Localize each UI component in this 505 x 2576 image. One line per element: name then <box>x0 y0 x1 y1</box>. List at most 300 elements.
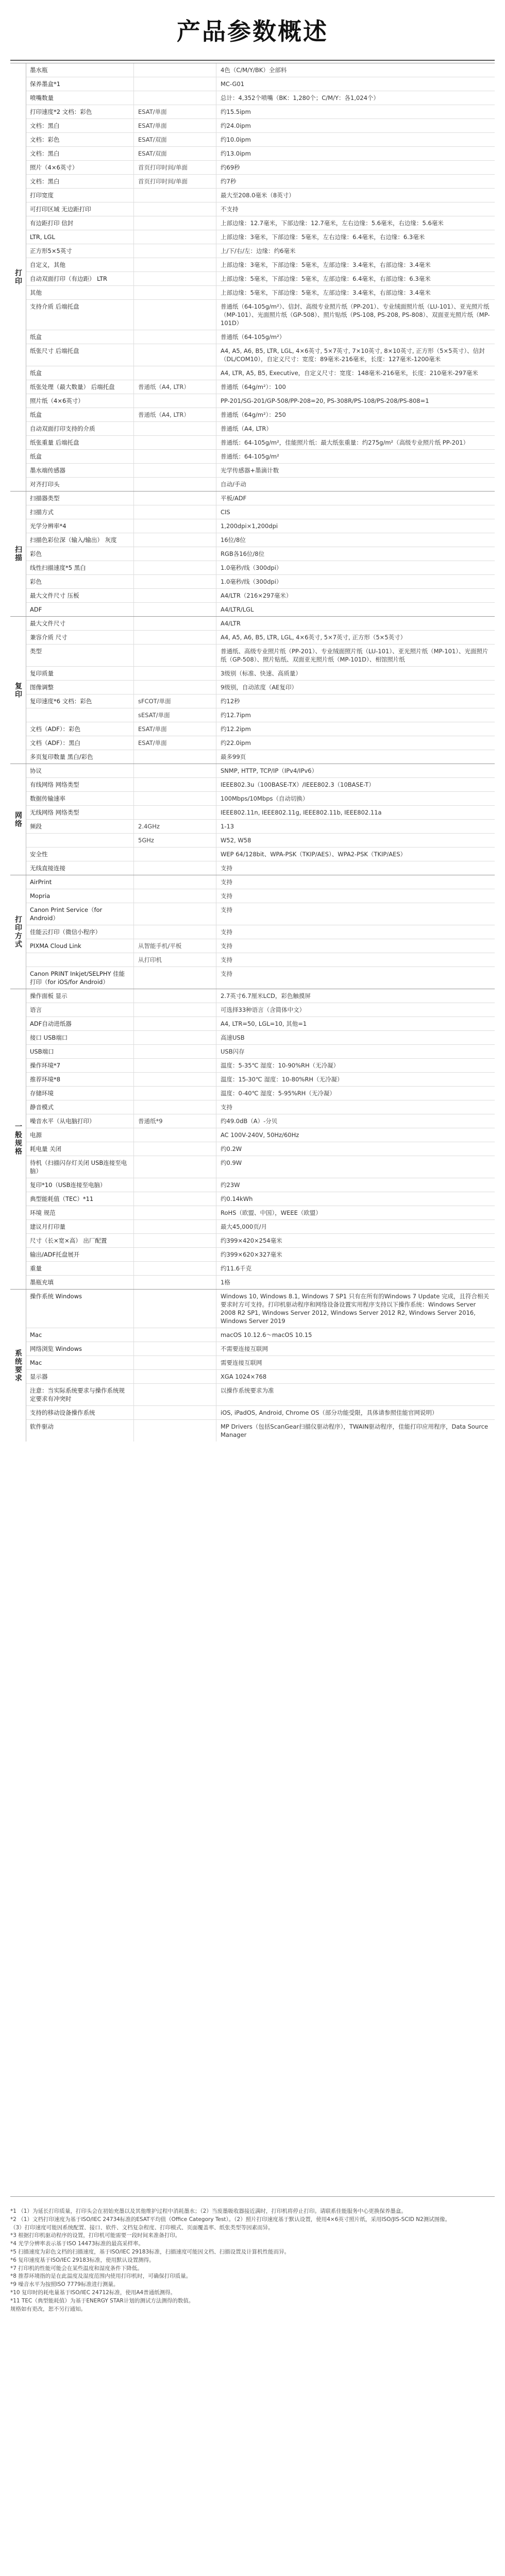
spec-subitem <box>134 519 216 533</box>
spec-row <box>26 449 495 463</box>
footnote: *10 复印时的耗电量基于ISO/IEC 24712标准，使用A4普通纸测得。 <box>10 2289 176 2296</box>
spec-row <box>26 588 495 602</box>
spec-value: IEEE802.11n, IEEE802.11g, IEEE802.11b, IEEE802.11a <box>221 809 382 816</box>
spec-row <box>26 1003 495 1016</box>
spec-value: 4色（C/M/Y/BK）全部料 <box>221 66 287 74</box>
spec-value: 支持 <box>221 1104 232 1111</box>
spec-item: AirPrint <box>26 875 134 889</box>
spec-item: 文档：彩色 <box>26 133 134 146</box>
spec-row <box>26 736 495 750</box>
spec-value: 上部边缘：3毫米，下部边缘：5毫米，左部边缘：3.4毫米，右部边缘：3.4毫米 <box>221 261 431 268</box>
footnote: *3 根据打印机驱动程序的设置，打印机可能需要一段时间来准备打印。 <box>10 2232 181 2239</box>
spec-value: 上部边缘：3毫米，下部边缘：5毫米，左右边缘：6.4毫米，右边缘：6.3毫米 <box>221 233 425 241</box>
spec-subitem <box>134 330 216 344</box>
spec-value: RoHS（欧盟、中国），WEEE（欧盟） <box>221 1209 322 1216</box>
spec-subitem <box>134 1384 216 1405</box>
spec-item: 文档：黑白 <box>26 147 134 160</box>
spec-subitem: sFCOT/单面 <box>134 694 216 708</box>
spec-row <box>26 105 495 118</box>
spec-row <box>26 519 495 533</box>
spec-item: 光学分辨率*4 <box>26 519 134 533</box>
spec-value: SNMP, HTTP, TCP/IP（IPv4/IPv6） <box>221 767 318 774</box>
spec-section <box>10 616 495 764</box>
spec-row <box>26 146 495 160</box>
spec-subitem <box>134 778 216 791</box>
spec-row <box>26 216 495 230</box>
spec-subitem <box>134 989 216 1003</box>
spec-subitem: 2.4GHz <box>134 820 216 833</box>
spec-value: 普通纸、高级专业照片纸（PP-201）、专业绒面照片纸（LU-101）、亚光照片纸（MP-101）、光面照片纸（GP-508）、照片贴纸、双面亚光照片纸（MP-101D）、相馆照片纸 <box>221 648 489 663</box>
spec-value: 2.7英寸6.7厘米LCD，彩色触摸屏 <box>221 992 311 999</box>
spec-subitem <box>134 1406 216 1419</box>
spec-value: 支持 <box>221 865 232 872</box>
spec-item: Mac <box>26 1356 134 1369</box>
section-label: 系统要求 <box>10 1290 26 1442</box>
spec-value: 普通纸：64-105g/m²，佳能照片纸：最大纸张重量：约275g/m²（高级专业照片纸 PP-201） <box>221 439 469 446</box>
spec-row <box>26 394 495 408</box>
spec-subitem <box>134 750 216 764</box>
spec-value: 支持 <box>221 970 232 977</box>
spec-row <box>26 1419 495 1442</box>
spec-value: 约12.7ipm <box>221 711 251 719</box>
spec-value: 支持 <box>221 878 232 886</box>
spec-item: 正方形5×5英寸 <box>26 244 134 258</box>
spec-subitem <box>134 1248 216 1261</box>
spec-item: 文档（ADF）：彩色 <box>26 722 134 736</box>
spec-subitem <box>134 91 216 105</box>
spec-value: USB闪存 <box>221 1048 245 1055</box>
spec-row <box>26 132 495 146</box>
spec-item: 环境 规范 <box>26 1206 134 1219</box>
spec-subitem <box>134 505 216 519</box>
spec-row <box>26 617 495 630</box>
spec-value: 上部边缘：12.7毫米，下部边缘：12.7毫米，左右边缘：5.6毫米，右边缘：5.6毫米 <box>221 219 444 227</box>
spec-value: 最大45,000页/月 <box>221 1223 267 1230</box>
spec-subitem <box>134 925 216 939</box>
spec-value: 约13.0ipm <box>221 150 251 157</box>
spec-subitem <box>134 344 216 366</box>
spec-row <box>26 330 495 344</box>
spec-row <box>26 258 495 272</box>
spec-value: A4, A5, A6, B5, LTR, LGL, 4×6英寸, 5×7英寸, 7×10英寸, 8×10英寸, 正方形（5×5英寸）、信封（DL/COM10），自定义尺寸：宽度：89毫米-216毫米，长度：127毫米-1200毫米 <box>221 347 485 363</box>
spec-row <box>26 1192 495 1206</box>
spec-item: 操作环境*7 <box>26 1059 134 1072</box>
spec-row <box>26 1128 495 1142</box>
spec-subitem: ESAT/双面 <box>134 147 216 160</box>
spec-subitem: sESAT/单面 <box>134 708 216 722</box>
spec-subitem <box>134 1128 216 1142</box>
spec-subitem <box>134 1073 216 1086</box>
spec-value: 温度：5-35℃ 湿度：10-90%RH（无冷凝） <box>221 1062 340 1069</box>
footnote: *4 光学分辨率表示基于ISO 14473标准的最高采样率。 <box>10 2241 144 2247</box>
spec-value: 100Mbps/10Mbps（自动切换） <box>221 795 309 802</box>
spec-value: XGA 1024×768 <box>221 1373 267 1380</box>
spec-item: 输出/ADF托盘展开 <box>26 1248 134 1261</box>
spec-subitem <box>134 645 216 666</box>
spec-value: 以操作系统要求为准 <box>221 1387 274 1394</box>
spec-subitem <box>134 903 216 925</box>
spec-section <box>10 63 495 491</box>
spec-value: 1格 <box>221 1279 230 1286</box>
spec-item: 语言 <box>26 1003 134 1016</box>
spec-value: 16位/8位 <box>221 536 246 544</box>
spec-subitem <box>134 230 216 244</box>
spec-subitem <box>134 202 216 216</box>
spec-row <box>26 1405 495 1419</box>
spec-subitem <box>134 1031 216 1044</box>
spec-item: 建议月打印量 <box>26 1220 134 1233</box>
spec-item: 扫描器类型 <box>26 492 134 505</box>
spec-item: 对齐打印头 <box>26 478 134 491</box>
spec-subitem <box>134 1017 216 1030</box>
spec-value: 约22.0ipm <box>221 739 251 747</box>
spec-item: 类型 <box>26 645 134 666</box>
spec-subitem <box>134 492 216 505</box>
spec-item: 协议 <box>26 764 134 777</box>
spec-row <box>26 408 495 421</box>
spec-subitem <box>134 1142 216 1156</box>
spec-item: Mac <box>26 1328 134 1342</box>
spec-item: 支持的移动设备操作系统 <box>26 1406 134 1419</box>
spec-subitem <box>134 848 216 861</box>
spec-value: 约0.2W <box>221 1145 242 1153</box>
spec-item: 软件驱动 <box>26 1420 134 1442</box>
spec-subitem <box>134 1206 216 1219</box>
spec-row <box>26 1290 495 1328</box>
spec-subitem <box>134 464 216 477</box>
spec-row <box>26 1355 495 1369</box>
spec-item: 打印宽度 <box>26 189 134 202</box>
spec-value: 普通纸（64g/m²）：250 <box>221 411 286 418</box>
spec-subitem <box>134 1192 216 1206</box>
spec-subitem <box>134 366 216 380</box>
spec-value: 高速USB <box>221 1034 245 1041</box>
spec-section <box>10 875 495 989</box>
spec-row <box>26 188 495 202</box>
spec-subitem: ESAT/单面 <box>134 736 216 750</box>
spec-subitem: 从智能手机/平板 <box>134 939 216 953</box>
spec-item: 文档：黑白 <box>26 119 134 132</box>
spec-subitem <box>134 1276 216 1289</box>
spec-item: 自动双面打印（有边距） LTR <box>26 272 134 285</box>
spec-subitem <box>134 889 216 903</box>
spec-row <box>26 805 495 819</box>
spec-subitem <box>134 603 216 616</box>
spec-row <box>26 160 495 174</box>
spec-row <box>26 533 495 547</box>
spec-item: PIXMA Cloud Link <box>26 939 134 953</box>
spec-subitem <box>134 300 216 330</box>
spec-value: MC-G01 <box>221 80 245 88</box>
spec-item: 有线网络 网络类型 <box>26 778 134 791</box>
spec-item: 最大文件尺寸 压板 <box>26 589 134 602</box>
spec-item: 复印*10（USB连接至电脑） <box>26 1178 134 1192</box>
footnote: *7 打印机的性能可能会在某些温度和湿度条件下降低。 <box>10 2265 143 2272</box>
spec-item: 墨瓶充填 <box>26 1276 134 1289</box>
spec-row <box>26 1156 495 1178</box>
footnote: *1 （1）为延长打印质量，打印头会在初始充墨以及其他维护过程中消耗墨水；（2）当废墨吸收器接近满时，打印机将停止打印。请联系佳能服务中心更换保养墨盒。 <box>10 2208 407 2214</box>
spec-row <box>26 505 495 519</box>
spec-value: 普通纸（64g/m²）：100 <box>221 383 286 391</box>
spec-value: 约15.5ipm <box>221 108 251 115</box>
spec-subitem: 普通纸*9 <box>134 1114 216 1128</box>
spec-row <box>26 847 495 861</box>
spec-subitem <box>134 1059 216 1072</box>
spec-subitem <box>134 1356 216 1369</box>
spec-value: 约0.9W <box>221 1159 242 1166</box>
spec-item: 自动双面打印支持的介质 <box>26 422 134 435</box>
footnote: *8 推荐环境指的是在此温度及湿度范围内使用打印机时，可确保打印质量。 <box>10 2273 192 2280</box>
spec-row <box>26 989 495 1003</box>
spec-item: 墨水端传感器 <box>26 464 134 477</box>
spec-subitem <box>134 806 216 819</box>
spec-subitem: ESAT/单面 <box>134 722 216 736</box>
spec-value: macOS 10.12.6～macOS 10.15 <box>221 1331 312 1338</box>
spec-row <box>26 967 495 989</box>
spec-subitem <box>134 1234 216 1247</box>
spec-item: 喷嘴数量 <box>26 91 134 105</box>
spec-subitem: 从打印机 <box>134 953 216 967</box>
section-label: 复印 <box>10 617 26 764</box>
spec-subitem <box>134 189 216 202</box>
spec-row <box>26 875 495 889</box>
spec-item: 可打印区域 无边距打印 <box>26 202 134 216</box>
spec-row <box>26 230 495 244</box>
spec-item: 显示器 <box>26 1370 134 1383</box>
spec-item: 有边距打印 信封 <box>26 216 134 230</box>
spec-row <box>26 777 495 791</box>
spec-row <box>26 547 495 561</box>
spec-item: 静音模式 <box>26 1100 134 1114</box>
spec-value: 最多99页 <box>221 753 246 760</box>
spec-subitem <box>134 272 216 285</box>
spec-row <box>26 953 495 967</box>
spec-value: iOS, iPadOS, Android, Chrome OS（部分功能受限，具体请参照佳能官网说明） <box>221 1409 438 1416</box>
spec-subitem <box>134 533 216 547</box>
spec-value: 平板/ADF <box>221 495 247 502</box>
spec-section <box>10 764 495 875</box>
spec-subitem <box>134 63 216 77</box>
spec-item: 电源 <box>26 1128 134 1142</box>
spec-row <box>26 708 495 722</box>
spec-row <box>26 1369 495 1383</box>
spec-value: 约49.0dB（A）-分贝 <box>221 1117 278 1125</box>
spec-row <box>26 644 495 666</box>
spec-subitem <box>134 77 216 91</box>
spec-row <box>26 421 495 435</box>
spec-item: USB端口 <box>26 1045 134 1058</box>
spec-row <box>26 925 495 939</box>
spec-item: 其他 <box>26 286 134 299</box>
spec-subitem <box>134 1342 216 1355</box>
section-label: 一般规格 <box>10 989 26 1289</box>
spec-row <box>26 272 495 285</box>
footnote: *11 TEC（典型能耗值）为基于ENERGY STAR计划的测试方法测得的数值。 <box>10 2297 194 2304</box>
spec-value: A4, LTR=50, LGL=10, 其他=1 <box>221 1020 307 1027</box>
spec-value: 支持 <box>221 892 232 900</box>
spec-value: 上/下/右/左：边缘：约6毫米 <box>221 247 296 255</box>
spec-row <box>26 791 495 805</box>
spec-item: 扫描方式 <box>26 505 134 519</box>
spec-value: MP Drivers（包括ScanGear扫描仪驱动程序），TWAIN驱动程序，佳能打印应用程序，Data Source Manager <box>221 1423 489 1438</box>
spec-row <box>26 1275 495 1289</box>
spec-row <box>26 1016 495 1030</box>
page-title: 产品参数概述 <box>177 18 328 45</box>
spec-row <box>26 1233 495 1247</box>
spec-value: W52, W58 <box>221 837 251 844</box>
spec-subitem <box>134 575 216 588</box>
spec-item: 纸盒 <box>26 330 134 344</box>
spec-section <box>10 989 495 1289</box>
spec-subitem <box>134 1045 216 1058</box>
spec-item: 数据传输速率 <box>26 792 134 805</box>
spec-item: 支持介质 后端托盘 <box>26 300 134 330</box>
footnote: *9 噪音水平为按照ISO 7779标准进行测量。 <box>10 2281 119 2288</box>
spec-subitem <box>134 478 216 491</box>
spec-subitem <box>134 216 216 230</box>
spec-item: 纸盒 <box>26 408 134 421</box>
spec-row <box>26 1072 495 1086</box>
spec-row <box>26 1342 495 1355</box>
spec-table <box>10 63 495 2197</box>
spec-value: 自动/手动 <box>221 481 246 488</box>
spec-subitem <box>134 1220 216 1233</box>
spec-subitem <box>134 436 216 449</box>
spec-value: 上部边缘：5毫米，下部边缘：5毫米，左部边缘：3.4毫米，右部边缘：3.4毫米 <box>221 289 431 296</box>
spec-row <box>26 764 495 777</box>
spec-row <box>26 174 495 188</box>
spec-row <box>26 630 495 644</box>
spec-value: CIS <box>221 509 230 516</box>
spec-row <box>26 380 495 394</box>
spec-value: 支持 <box>221 956 232 963</box>
spec-value: 约23W <box>221 1181 240 1189</box>
spec-row <box>26 63 495 77</box>
spec-value: 支持 <box>221 906 232 913</box>
spec-item: 纸张处理（最大数量） 后端托盘 <box>26 380 134 394</box>
spec-row <box>26 694 495 708</box>
spec-item: 照片（4×6英寸） <box>26 161 134 174</box>
spec-value: 温度：0-40℃ 湿度：5-95%RH（无冷凝） <box>221 1090 335 1097</box>
spec-item: 文档：黑白 <box>26 175 134 188</box>
spec-value: 普通纸（64-105g/m²）、信封、高级专业照片纸（PP-201）、专业绒面照片纸（LU-101）、亚光照片纸（MP-101）、光面照片纸（GP-508）、照片贴纸（PS-108, PS-208, PS-808）、双面亚光照片纸（MP-101D） <box>221 303 490 327</box>
spec-item: 彩色 <box>26 575 134 588</box>
spec-value: A4/LTR <box>221 620 241 627</box>
spec-subitem: ESAT/单面 <box>134 119 216 132</box>
spec-value: 约399×620×327毫米 <box>221 1251 282 1258</box>
spec-row <box>26 602 495 616</box>
spec-item: 待机（扫描闪存灯关闭 USB连接至电脑） <box>26 1156 134 1178</box>
spec-row <box>26 1100 495 1114</box>
spec-item: 无线直接连接 <box>26 861 134 875</box>
spec-row <box>26 1178 495 1192</box>
spec-row <box>26 750 495 764</box>
spec-item: 彩色 <box>26 547 134 561</box>
spec-value: 约7秒 <box>221 178 237 185</box>
notes <box>10 2208 495 2313</box>
spec-value: 1.0毫秒/线（300dpi） <box>221 564 282 571</box>
spec-item: 复印质量 <box>26 667 134 680</box>
spec-item: 文档（ADF）：黑白 <box>26 736 134 750</box>
spec-value: PP-201/SG-201/GP-508/PP-208=20, PS-308R/PS-108/PS-208/PS-808=1 <box>221 397 429 404</box>
spec-item: 耗电量 关闭 <box>26 1142 134 1156</box>
spec-item: 纸盒 <box>26 450 134 463</box>
spec-row <box>26 939 495 953</box>
spec-value: 最大至208.0毫米（8英寸） <box>221 192 295 199</box>
spec-value: 不支持 <box>221 206 239 213</box>
footnote: *2 （1）文档打印速度为基于ISO/IEC 24734标准的ESAT平均值（Office Category Test）。（2）照片打印速度基于默认设置，使用4×6英寸照片纸，采用ISO/JIS-SCID N2测试图像。 <box>10 2216 451 2223</box>
spec-subitem <box>134 792 216 805</box>
spec-value: RGB各16位/8位 <box>221 550 265 557</box>
spec-subitem <box>134 861 216 875</box>
spec-item: 频段 <box>26 820 134 833</box>
spec-value: Windows 10, Windows 8.1, Windows 7 SP1 只有在所有的Windows 7 Update 完成，且符合相关要求时方可支持。打印机驱动程序和网络设备设置实用程序支持以下操作系统：Windows Server 2008 R2 SP1, Windows Server 2012, Windows Server 2012 R2, Windows Server 2016, Windows Server 2019 <box>221 1293 489 1325</box>
spec-row <box>26 666 495 680</box>
spec-subitem: 普通纸（A4, LTR） <box>134 408 216 421</box>
spec-item: Mopria <box>26 889 134 903</box>
spec-row <box>26 1261 495 1275</box>
spec-value: 支持 <box>221 942 232 950</box>
spec-value: AC 100V-240V, 50Hz/60Hz <box>221 1131 299 1139</box>
spec-item: 尺寸（长×宽×高） 出厂配置 <box>26 1234 134 1247</box>
spec-row <box>26 861 495 875</box>
spec-item: 纸张重量 后端托盘 <box>26 436 134 449</box>
spec-row <box>26 819 495 833</box>
spec-item: 扫描色彩位深（输入/输出） 灰度 <box>26 533 134 547</box>
spec-row <box>26 285 495 299</box>
spec-subitem: 普通纸（A4, LTR） <box>134 380 216 394</box>
title-divider <box>10 60 495 61</box>
spec-row <box>26 903 495 925</box>
spec-row <box>26 477 495 491</box>
spec-subitem <box>134 1003 216 1016</box>
spec-row <box>26 244 495 258</box>
spec-item: 多页复印数量 黑白/彩色 <box>26 750 134 764</box>
spec-subitem <box>134 1420 216 1442</box>
spec-subitem: 首页打印时间/单面 <box>134 175 216 188</box>
spec-subitem <box>134 547 216 561</box>
spec-value: 约12秒 <box>221 698 240 705</box>
spec-subitem <box>134 244 216 258</box>
spec-value: A4/LTR/LGL <box>221 606 254 613</box>
spec-row <box>26 202 495 216</box>
spec-item <box>26 953 134 967</box>
spec-item: 复印速度*6 文档：彩色 <box>26 694 134 708</box>
spec-value: A4, LTR, A5, B5, Executive，自定义尺寸：宽度：148毫米-216毫米，长度：210毫米-297毫米 <box>221 369 478 377</box>
spec-item: 噪音水平（从电脑打印） <box>26 1114 134 1128</box>
spec-item: 注意：当实际系统要求与操作系统规定要求有冲突时 <box>26 1384 134 1405</box>
spec-subitem <box>134 422 216 435</box>
spec-item: 操作系统 Windows <box>26 1290 134 1328</box>
spec-value: WEP 64/128bit、WPA-PSK（TKIP/AES）、WPA2-PSK（TKIP/AES） <box>221 851 407 858</box>
section-label: 打印方式 <box>10 875 26 989</box>
spec-subitem <box>134 1156 216 1178</box>
spec-subitem <box>134 1178 216 1192</box>
spec-value: 温度：15-30℃ 湿度：10-80%RH（无冷凝） <box>221 1076 343 1083</box>
spec-item: 照片纸（4×6英寸） <box>26 394 134 408</box>
spec-row <box>26 91 495 105</box>
spec-item: 兼容介质 尺寸 <box>26 631 134 644</box>
spec-item: 重量 <box>26 1262 134 1275</box>
spec-section <box>10 1289 495 1442</box>
spec-value: 不需要连接互联网 <box>221 1345 268 1352</box>
spec-value: 约10.0ipm <box>221 136 251 143</box>
spec-row <box>26 722 495 736</box>
spec-item <box>26 834 134 847</box>
spec-subitem <box>134 681 216 694</box>
spec-value: 约0.14kWh <box>221 1195 253 1202</box>
spec-section <box>10 491 495 616</box>
